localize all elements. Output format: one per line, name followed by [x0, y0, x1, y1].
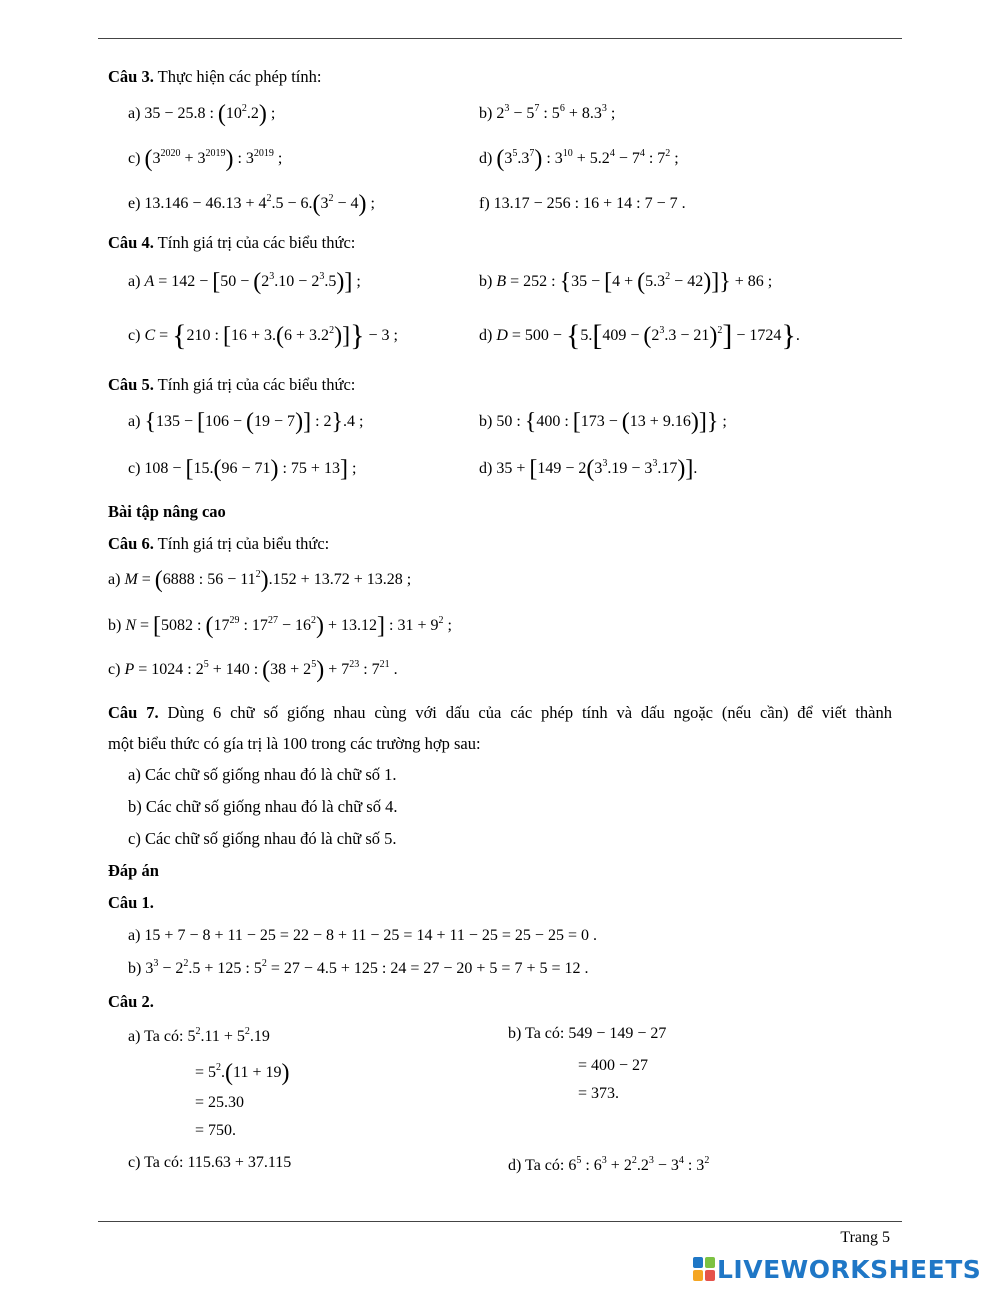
ans2-a-line-4: = 750. [195, 1122, 237, 1139]
liveworksheets-logo-text: LIVEWORKSHEETS [717, 1254, 982, 1284]
header-rule [98, 38, 902, 39]
ans2-c-line-1: c) Ta có: 115.63 + 37.115 [128, 1154, 292, 1171]
q4-c: c) C = {210 : $[16 + 3.(6 + 3.2^2)]\} - 3$ ; [128, 319, 398, 352]
q4-d: d) $D = 500 - \{5.[409 - (2^3.3 - 21)^2] - 1724\}$. [479, 319, 800, 352]
q3-c: c) $(3^{2020} + 3^{2019})$ : $3^{2019}$ ; [128, 146, 283, 172]
question-3-title: Câu 3. Thực hiện các phép tính: [108, 67, 322, 86]
question-7-a: a) Các chữ số giống nhau đó là chữ số 1. [128, 765, 397, 784]
question-7-b: b) Các chữ số giống nhau đó là chữ số 4. [128, 797, 398, 816]
q3-f: f) 13.17 − 256 : 16 + 14 : 7 − 7 . [479, 195, 686, 212]
q3-e: e) $13.146 - 46.13 + 4^2.5 - 6.(3^2 - 4)$ ; [128, 191, 375, 217]
ans2-a-line-2: = $5^2.(11 + 19)$ [195, 1060, 290, 1086]
answers-title: Đáp án [108, 861, 159, 880]
question-7-line-1: Câu 7. Dùng 6 chữ số giống nhau cùng với dấu của các phép tính và dấu ngoặc (nếu cần) để viết thành [108, 703, 893, 722]
ans2-d-line-1: d) Ta có: $6^5$ : $6^3 + 2^2.2^3 - 3^4$ : $3^2$ [508, 1155, 710, 1174]
q6-a: a) M = (6888 : $56 - 11^2).152 + 13.72 + 13.28$ ; [108, 567, 412, 593]
ans2-a-line-3: = 25.30 [195, 1094, 245, 1111]
question-7-c: c) Các chữ số giống nhau đó là chữ số 5. [128, 829, 397, 848]
ans1-a: a) 15 + 7 − 8 + 11 − 25 = 22 − 8 + 11 − 25 = 14 + 11 − 25 = 25 − 25 = 0 . [128, 927, 597, 944]
question-5-title: Câu 5. Tính giá trị của các biểu thức: [108, 375, 356, 394]
footer-rule [98, 1221, 902, 1222]
question-6-title: Câu 6. Tính giá trị của biểu thức: [108, 534, 330, 553]
q5-a: a) {135 − [106 − (19 − 7)] : 2}.4 ; [128, 409, 364, 435]
q6-b: b) N = [5082 : ($17^{29}$ : $17^{27} - 16^2) + 13.12$] : $31 + 9^2$ ; [108, 613, 452, 639]
ans2-b-line-3: = 373. [578, 1085, 620, 1102]
q5-c: c) 108 − [15.(96 − 71) : 75 + 13] ; [128, 456, 357, 482]
answer-2-title: Câu 2. [108, 992, 154, 1011]
q6-c: c) P = 1024 : $2^5 + 140$ : $(38 + 2^5) + 7^{23}$ : $7^{21}$ . [108, 657, 398, 683]
question-4-title: Câu 4. Tính giá trị của các biểu thức: [108, 233, 356, 252]
page-number: Trang 5 [840, 1229, 890, 1246]
ans2-b-line-1: b) Ta có: 549 − 149 − 27 [508, 1025, 667, 1042]
ans2-a-line-1: a) Ta có: $5^2.11 + 5^2.19$ [128, 1026, 270, 1045]
q3-d: d) $(3^5.3^7)$ : $3^{10} + 5.2^4 - 7^4$ : $7^2$ ; [479, 146, 679, 172]
ans2-b-line-2: = 400 − 27 [578, 1057, 649, 1074]
question-7-line-2: một biểu thức có gía trị là 100 trong các trường hợp sau: [108, 734, 481, 753]
answer-1-title: Câu 1. [108, 893, 154, 912]
q5-b: b) 50 : {400 : [173 − (13 + 9.16)]} ; [479, 409, 727, 435]
liveworksheets-logo[interactable] [693, 1255, 981, 1283]
ans1-b: b) $3^3 - 2^2.5 + 125$ : $5^2 = 27 - 4.5 + 125$ : 24 = 27 − 20 + 5 = 7 + 5 = 12 . [128, 958, 589, 977]
q4-b: b) B = 252 : $\{35 - [4 + (5.3^2 - 42)]\} + 86$ ; [479, 269, 773, 295]
advanced-section-title: Bài tập nâng cao [108, 502, 226, 521]
q3-a: a) 35 − 25.8 : $(10^2.2)$ ; [128, 101, 276, 127]
q5-d: d) $35 + [149 - 2(3^3.19 - 3^3.17)]$. [479, 456, 698, 482]
liveworksheets-logo-icon [693, 1257, 715, 1281]
q3-b: b) $2^3 - 5^7$ : $5^6 + 8.3^3$ ; [479, 103, 616, 122]
q4-a: a) $A = 142 - [50 - (2^3.10 - 2^3.5)]$ ; [128, 269, 361, 295]
